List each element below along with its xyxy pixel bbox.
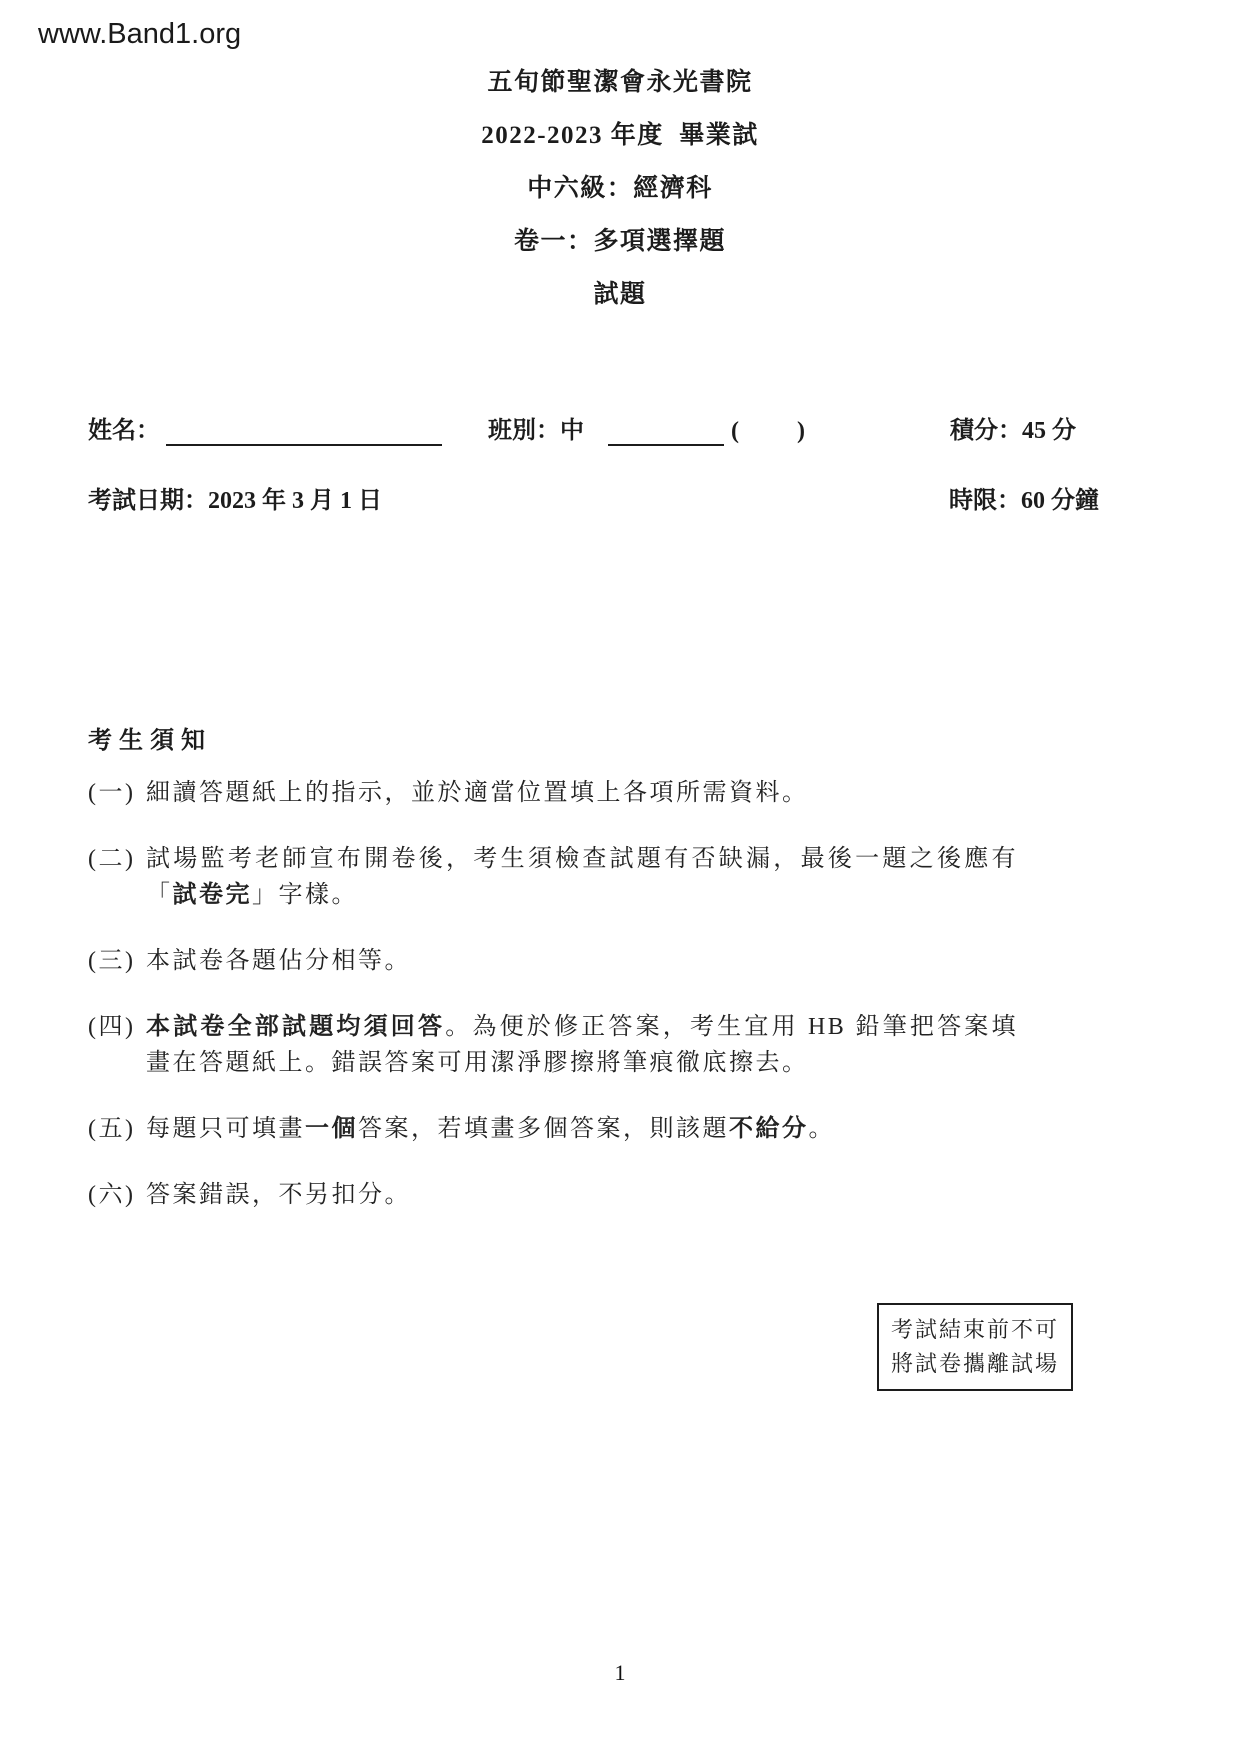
note-text: 答案錯誤，不另扣分。 [146,1182,411,1208]
header [0,68,1240,333]
notes-title: 考生須知 [88,728,212,754]
note-number: (三) [88,948,136,974]
note-text: 細讀答題紙上的指示，並於適當位置填上各項所需資料。 [146,780,809,806]
note-item [88,841,1018,913]
note-number: (六) [88,1182,136,1208]
note-item [88,1177,1018,1213]
note-text: 本試卷各題佔分相等。 [146,948,411,974]
exam-year-title: 2022-2023 年度 畢業試 [481,122,759,149]
note-item [88,943,1018,979]
score-label: 積分：45 分 [950,418,1076,444]
paper-title: 卷一：多項選擇題 [513,228,726,255]
note-item [88,1009,1018,1081]
warning-line-2: 將試卷攜離試場 [891,1351,1060,1376]
warning-line-1: 考試結束前不可 [891,1317,1060,1342]
candidate-notes-section [88,720,1018,1243]
note-text: 每題只可填畫一個答案，若填畫多個答案，則該題不給分。 [146,1116,835,1142]
note-number: (一) [88,780,136,806]
school-name: 五旬節聖潔會永光書院 [487,69,753,96]
name-fill-line [166,418,442,446]
note-number: (五) [88,1116,136,1142]
class-paren-close: ) [797,418,805,444]
warning-box [877,1303,1073,1391]
class-paren-open: ( [731,418,739,444]
class-label: 班別：中 [488,418,584,444]
class-fill-line [608,418,724,446]
name-label: 姓名： [88,418,160,444]
note-text: 試場監考老師宣布開卷後，考生須檢查試題有否缺漏，最後一題之後應有「試卷完」字樣。 [146,846,1018,908]
note-item [88,775,1018,811]
notes-list [88,775,1018,1213]
note-number: (二) [88,846,136,872]
doc-type: 試題 [593,281,647,308]
page-number: 1 [614,1660,626,1685]
time-limit-label: 時限：60 分鐘 [949,488,1099,514]
class-subject: 中六級：經濟科 [527,175,713,202]
watermark: www.Band1.org [38,18,242,50]
note-item [88,1111,1018,1147]
note-number: (四) [88,1014,136,1040]
exam-date-label: 考試日期：2023 年 3 月 1 日 [88,488,382,514]
note-text: 本試卷全部試題均須回答。為便於修正答案，考生宜用 HB 鉛筆把答案填畫在答題紙上。錯誤答案可用潔淨膠擦將筆痕徹底擦去。 [146,1014,1018,1076]
